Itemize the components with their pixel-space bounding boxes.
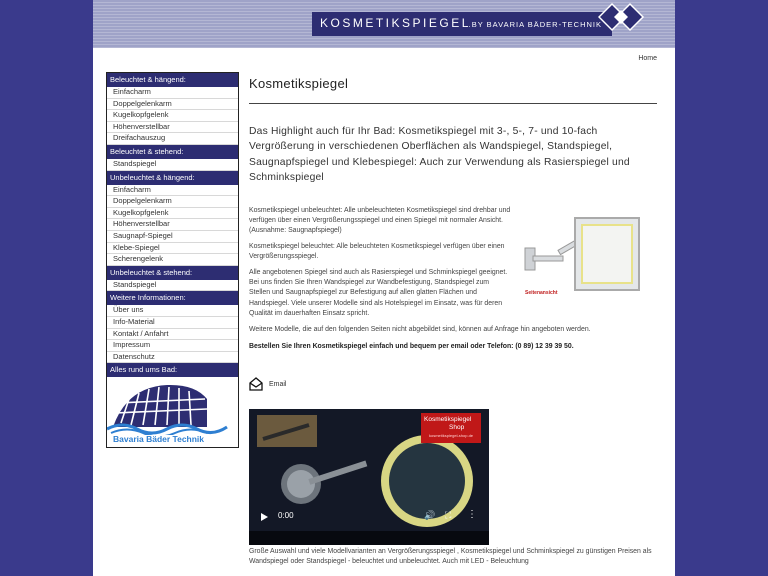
page [93, 0, 675, 576]
sidebar-item[interactable]: Höhenverstellbar [107, 219, 238, 231]
sidebar-section-title: Unbeleuchtet & hängend: [107, 171, 238, 185]
sidebar-item[interactable]: Datenschutz [107, 352, 238, 364]
sidebar-item[interactable]: Standspiegel [107, 159, 238, 171]
sidebar-item[interactable]: Höhenverstellbar [107, 122, 238, 134]
logo-subtitle: ...BY BAVARIA BÄDER-TECHNIK [462, 20, 602, 29]
email-link[interactable] [249, 377, 286, 391]
paragraph-beleuchtet: Kosmetikspiegel beleuchtet: Alle beleuchteten Kosmetikspiegel verfügen über einen Vergrößerungsspiegel. [249, 243, 505, 261]
main-content [249, 72, 657, 566]
play-button[interactable] [257, 509, 273, 525]
video-player[interactable] [249, 409, 489, 545]
video-badge-shop: Shop [449, 424, 465, 431]
sidebar-nav [106, 72, 239, 448]
volume-icon[interactable]: 🔊 [424, 510, 436, 520]
sidebar-item[interactable]: Scherengelenk [107, 254, 238, 266]
sidebar-item[interactable]: Klebe-Spiegel [107, 243, 238, 255]
fullscreen-icon[interactable]: ⛶ [445, 510, 452, 520]
title-divider [249, 103, 657, 104]
sidebar-item[interactable]: Saugnapf-Spiegel [107, 231, 238, 243]
more-options-icon[interactable]: ⋮ [467, 509, 477, 520]
sidebar-item[interactable]: Einfacharm [107, 185, 238, 197]
email-label: Email [268, 380, 287, 388]
video-caption: Große Auswahl und viele Modellvarianten an Vergrößerungsspiegel , Kosmetikspiegel und Schminkspiegel zu günstigen Preisen als Wandspiegel oder Standspiegel - beleuchtet und unbeleuchtet. Auch mit LED - Beleuchtung [249, 548, 652, 566]
mirror-image-caption: Seitenansicht [525, 290, 558, 296]
paragraph-unbeleuchtet: Kosmetikspiegel unbeleuchtet: Alle unbeleuchteten Kosmetikspiegel sind drehbar und verfügen über einen Vergrößerungsspiegel und einen Spiegel mit normaler Ansicht. (Ausnahme: Saugnapfspiegel) [249, 207, 511, 235]
paragraph-info: Alle angebotenen Spiegel sind auch als Rasierspiegel und Schminkspiegel geeignet. Bei uns finden Sie Ihren Wandspiegel zur Wandbefestigung, Standspiegel zum Stellen und Saugnapfspiegel zur Befestigung auf allen glatten Flächen und Handspiegel. Viele unserer Modelle sind als Hotelspiegel im Einsatz, was für deren Qualität im dauerhaften Einsatz spricht. [249, 269, 508, 317]
sidebar-section-title: Beleuchtet & stehend: [107, 145, 238, 159]
envelope-icon [249, 377, 263, 391]
header-banner [93, 0, 675, 48]
sidebar-section-title: Weitere Informationen: [107, 291, 238, 305]
mirror-image [519, 210, 649, 306]
logo-title: KOSMETIKSPIEGEL [320, 16, 471, 30]
sidebar-section-title: Beleuchtet & hängend: [107, 73, 238, 87]
paragraph-more-models: Weitere Modelle, die auf den folgenden Seiten nicht abgebildet sind, können auf Anfrage hin angeboten werden. [249, 326, 591, 333]
home-link[interactable]: Home [638, 55, 657, 62]
sidebar-item[interactable]: Impressum [107, 340, 238, 352]
site-logo[interactable] [312, 12, 612, 36]
video-badge-title: Kosmetikspiegel [424, 416, 472, 423]
sidebar-item[interactable]: Dreifachauszug [107, 133, 238, 145]
paragraph-order: Bestellen Sie Ihren Kosmetikspiegel einfach und bequem per email oder Telefon: (0 89) 12 39 39 50. [249, 343, 574, 350]
sidebar-item[interactable]: Standspiegel [107, 280, 238, 292]
bavaria-logo[interactable] [107, 377, 238, 447]
video-time: 0:00 [278, 511, 294, 520]
video-badge-url: kosmetikspiegel-shop.de [429, 433, 474, 438]
sidebar-item[interactable]: Einfacharm [107, 87, 238, 99]
bavaria-logo-text: Bavaria Bäder Technik [113, 434, 205, 445]
sidebar-item[interactable]: Kugelkopfgelenk [107, 208, 238, 220]
building-logo-icon [107, 379, 238, 435]
lead-paragraph: Das Highlight auch für Ihr Bad: Kosmetikspiegel mit 3-, 5-, 7- und 10-fach Vergrößerung in verschiedenen Oberflächen als Wandspiegel, Standspiegel, Saugnapfspiegel und Klebespiegel: Auch zur Verwendung als Rasierspiegel und Schminkspiegel [249, 126, 630, 183]
sidebar-item[interactable]: Über uns [107, 305, 238, 317]
sidebar-item[interactable]: Doppelgelenkarm [107, 99, 238, 111]
diamond-logo-icon [598, 2, 648, 32]
sidebar-item[interactable]: Kugelkopfgelenk [107, 110, 238, 122]
sidebar-section-title: Alles rund ums Bad: [107, 363, 238, 377]
sidebar-item[interactable]: Kontakt / Anfahrt [107, 329, 238, 341]
sidebar-section-title: Unbeleuchtet & stehend: [107, 266, 238, 280]
sidebar-item[interactable]: Doppelgelenkarm [107, 196, 238, 208]
sidebar-item[interactable]: Info-Material [107, 317, 238, 329]
page-title: Kosmetikspiegel [249, 76, 349, 91]
